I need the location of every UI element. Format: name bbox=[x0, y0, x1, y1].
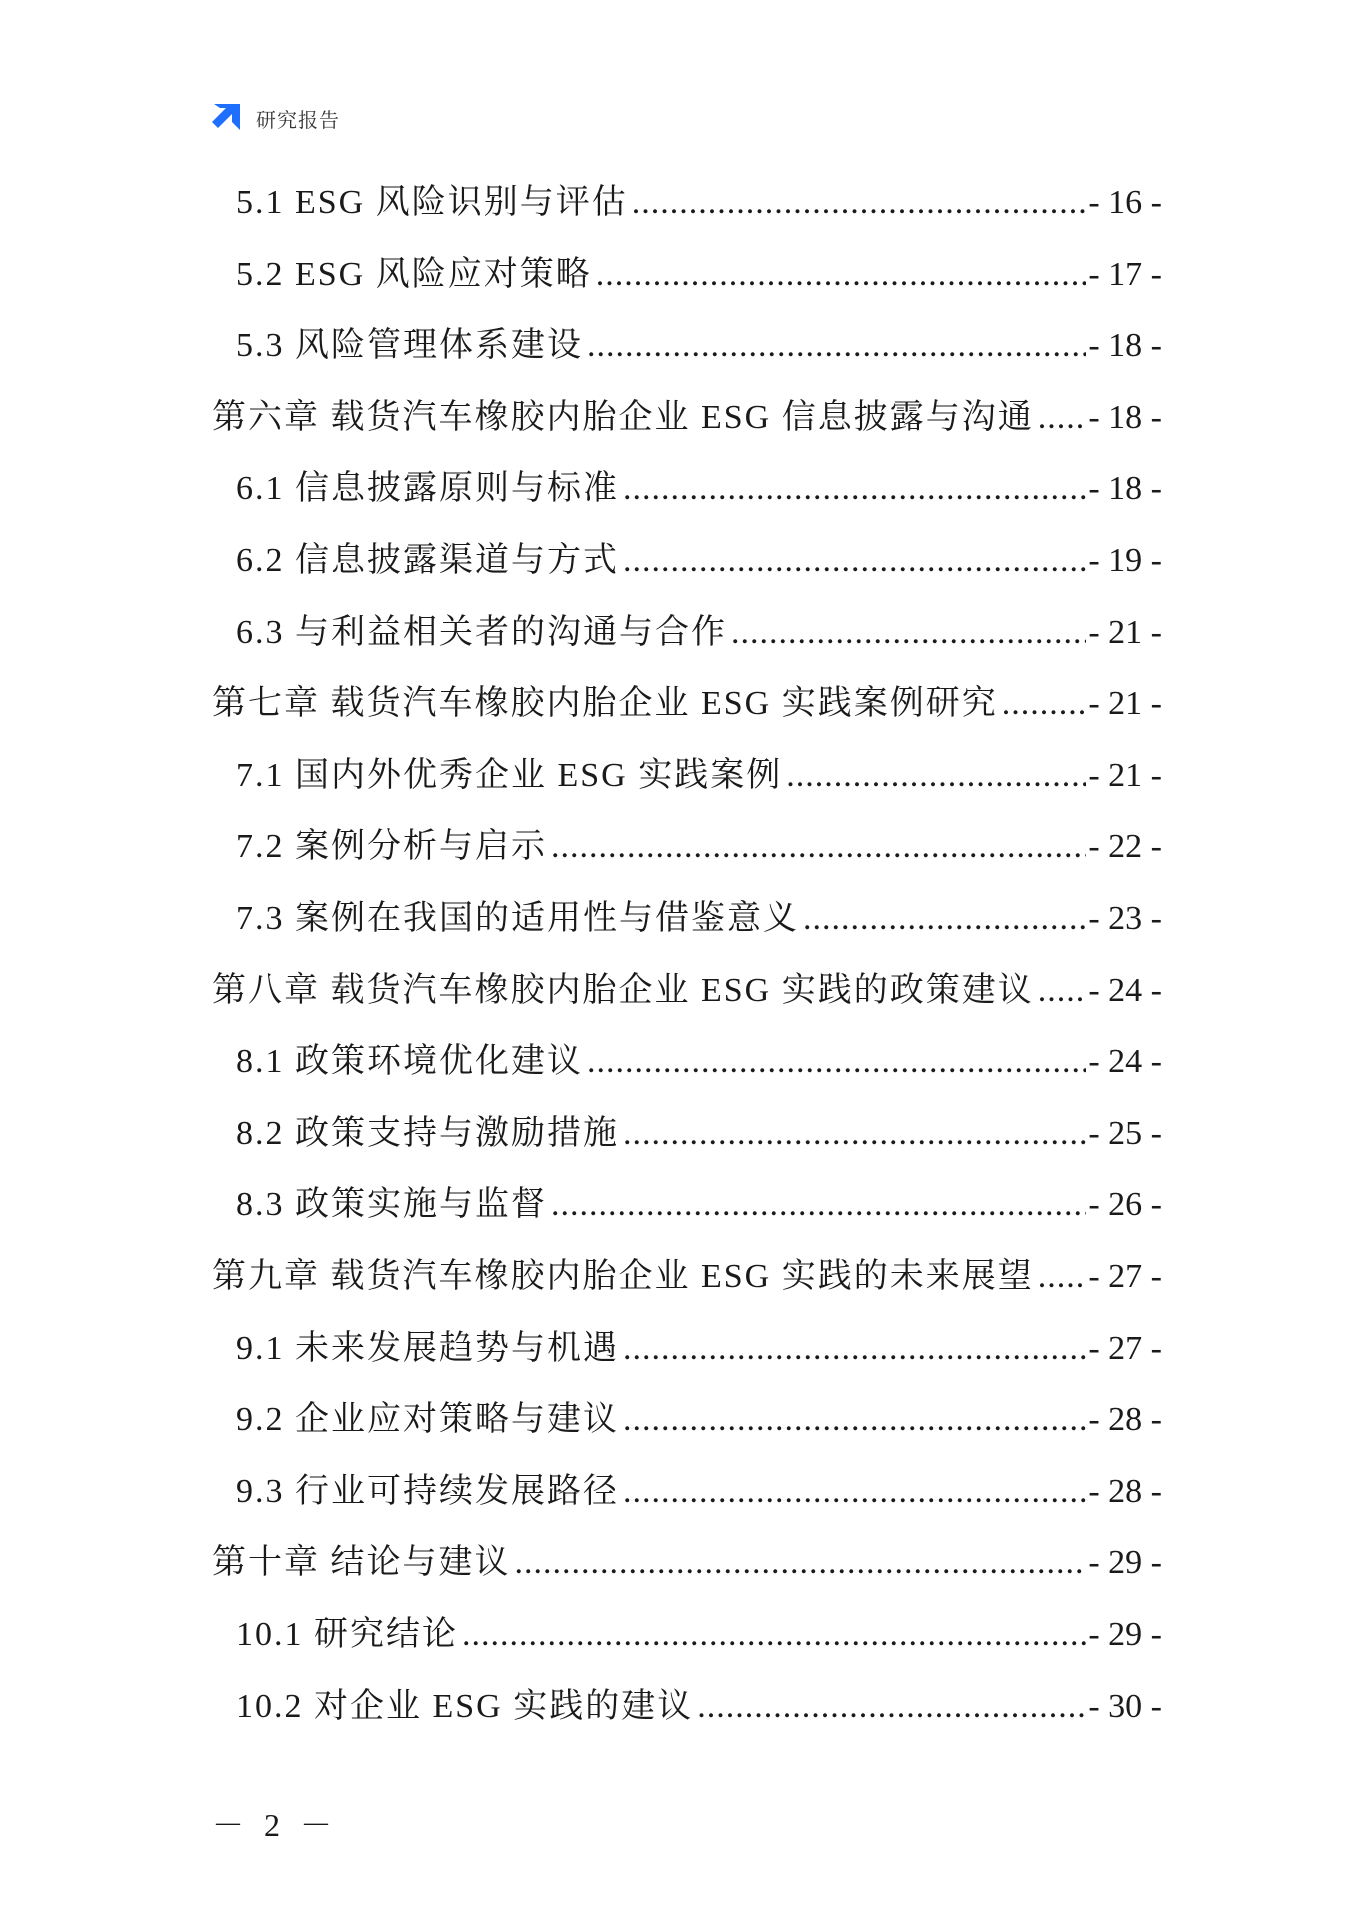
toc-entry-page: - 29 - bbox=[1088, 1544, 1162, 1582]
toc-dot-leader bbox=[623, 1469, 1086, 1515]
toc-section-entry[interactable] bbox=[236, 1039, 1162, 1085]
toc-entry-page: - 29 - bbox=[1088, 1616, 1162, 1653]
toc-section-entry[interactable] bbox=[236, 1684, 1162, 1730]
toc-entry-title: 第九章 载货汽车橡胶内胎企业 ESG 实践的未来展望 bbox=[212, 1258, 1034, 1295]
toc-entry-title: 9.1 未来发展趋势与机遇 bbox=[236, 1329, 619, 1367]
toc-dot-leader bbox=[803, 896, 1086, 942]
toc-section-entry[interactable] bbox=[236, 1111, 1162, 1157]
toc-section-entry[interactable] bbox=[236, 323, 1162, 369]
toc-entry-page: - 21 - bbox=[1088, 613, 1162, 651]
toc-dot-leader bbox=[1002, 681, 1087, 727]
toc-entry-title: 5.3 风险管理体系建设 bbox=[236, 327, 583, 365]
toc-dot-leader bbox=[697, 1684, 1086, 1730]
toc-entry-page: - 16 - bbox=[1088, 184, 1162, 221]
toc-entry-title: 8.2 政策支持与激励措施 bbox=[236, 1114, 619, 1152]
toc-entry-title: 5.2 ESG 风险应对策略 bbox=[236, 255, 592, 293]
toc-entry-page: - 24 - bbox=[1088, 971, 1162, 1009]
toc-dot-leader bbox=[462, 1612, 1086, 1658]
toc-entry-page: - 24 - bbox=[1088, 1043, 1162, 1081]
toc-dot-leader bbox=[623, 538, 1086, 584]
toc-dot-leader bbox=[1038, 1254, 1087, 1300]
toc-entry-page: - 17 - bbox=[1088, 255, 1162, 293]
toc-entry-page: - 19 - bbox=[1088, 542, 1162, 579]
toc-entry-page: - 26 - bbox=[1088, 1186, 1162, 1224]
toc-section-entry[interactable] bbox=[236, 1612, 1162, 1658]
toc-entry-page: - 21 - bbox=[1088, 756, 1162, 794]
toc-dot-leader bbox=[623, 466, 1086, 512]
toc-entry-page: - 23 - bbox=[1088, 900, 1162, 937]
toc-entry-title: 第七章 载货汽车橡胶内胎企业 ESG 实践案例研究 bbox=[212, 685, 998, 723]
toc-entry-title: 9.2 企业应对策略与建议 bbox=[236, 1401, 619, 1439]
toc-section-entry[interactable] bbox=[236, 610, 1162, 656]
toc-section-entry[interactable] bbox=[236, 1469, 1162, 1515]
toc-section-entry[interactable] bbox=[236, 753, 1162, 799]
toc-chapter-entry[interactable] bbox=[212, 1254, 1162, 1300]
toc-chapter-entry[interactable] bbox=[212, 681, 1162, 727]
toc-dot-leader bbox=[551, 824, 1086, 870]
toc-dot-leader bbox=[623, 1397, 1086, 1443]
toc-dot-leader bbox=[596, 252, 1087, 298]
toc-section-entry[interactable] bbox=[236, 1182, 1162, 1228]
toc-entry-page: - 28 - bbox=[1088, 1401, 1162, 1439]
toc-chapter-entry[interactable] bbox=[212, 395, 1162, 441]
toc-dot-leader bbox=[515, 1540, 1087, 1586]
toc-entry-title: 10.1 研究结论 bbox=[236, 1616, 458, 1653]
toc-entry-page: - 27 - bbox=[1088, 1258, 1162, 1295]
toc-entry-page: - 18 - bbox=[1088, 470, 1162, 508]
toc-entry-page: - 21 - bbox=[1088, 685, 1162, 723]
toc-chapter-entry[interactable] bbox=[212, 968, 1162, 1014]
toc-section-entry[interactable] bbox=[236, 538, 1162, 584]
toc-entry-title: 7.3 案例在我国的适用性与借鉴意义 bbox=[236, 900, 799, 937]
toc-entry-title: 6.3 与利益相关者的沟通与合作 bbox=[236, 613, 727, 651]
toc-entry-title: 7.2 案例分析与启示 bbox=[236, 828, 547, 866]
toc-entry-title: 9.3 行业可持续发展路径 bbox=[236, 1472, 619, 1510]
toc-entry-title: 7.1 国内外优秀企业 ESG 实践案例 bbox=[236, 756, 783, 794]
toc-entry-title: 6.1 信息披露原则与标准 bbox=[236, 470, 619, 508]
toc-section-entry[interactable] bbox=[236, 252, 1162, 298]
toc-section-entry[interactable] bbox=[236, 1397, 1162, 1443]
toc-dot-leader bbox=[1038, 395, 1087, 441]
toc-entry-title: 10.2 对企业 ESG 实践的建议 bbox=[236, 1687, 694, 1725]
toc-entry-title: 第八章 载货汽车橡胶内胎企业 ESG 实践的政策建议 bbox=[212, 971, 1034, 1009]
toc-dot-leader bbox=[623, 1326, 1086, 1372]
page-number: － 2 － bbox=[212, 1807, 339, 1843]
toc-dot-leader bbox=[786, 753, 1086, 799]
toc-entry-title: 8.3 政策实施与监督 bbox=[236, 1186, 547, 1224]
toc-section-entry[interactable] bbox=[236, 1326, 1162, 1372]
toc-entry-title: 第六章 载货汽车橡胶内胎企业 ESG 信息披露与沟通 bbox=[212, 398, 1034, 436]
toc-dot-leader bbox=[587, 1039, 1086, 1085]
toc-entry-page: - 28 - bbox=[1088, 1472, 1162, 1510]
toc-section-entry[interactable] bbox=[236, 180, 1162, 226]
toc-dot-leader bbox=[1038, 968, 1087, 1014]
toc-entry-title: 6.2 信息披露渠道与方式 bbox=[236, 542, 619, 579]
toc-entry-page: - 22 - bbox=[1088, 828, 1162, 866]
toc-dot-leader bbox=[632, 180, 1087, 226]
toc-dot-leader bbox=[551, 1182, 1086, 1228]
toc-entry-page: - 25 - bbox=[1088, 1114, 1162, 1152]
toc-dot-leader bbox=[587, 323, 1086, 369]
toc-section-entry[interactable] bbox=[236, 824, 1162, 870]
toc-entry-title: 5.1 ESG 风险识别与评估 bbox=[236, 184, 628, 221]
toc-entry-page: - 18 - bbox=[1088, 327, 1162, 365]
toc-section-entry[interactable] bbox=[236, 896, 1162, 942]
header-label: 研究报告 bbox=[256, 107, 340, 132]
toc-entry-title: 第十章 结论与建议 bbox=[212, 1544, 511, 1582]
toc-entry-page: - 27 - bbox=[1088, 1329, 1162, 1367]
toc-entry-page: - 18 - bbox=[1088, 398, 1162, 436]
toc-chapter-entry[interactable] bbox=[212, 1540, 1162, 1586]
toc-dot-leader bbox=[731, 610, 1086, 656]
toc-section-entry[interactable] bbox=[236, 466, 1162, 512]
toc-dot-leader bbox=[623, 1111, 1086, 1157]
toc-entry-page: - 30 - bbox=[1088, 1687, 1162, 1725]
toc-entry-title: 8.1 政策环境优化建议 bbox=[236, 1043, 583, 1081]
